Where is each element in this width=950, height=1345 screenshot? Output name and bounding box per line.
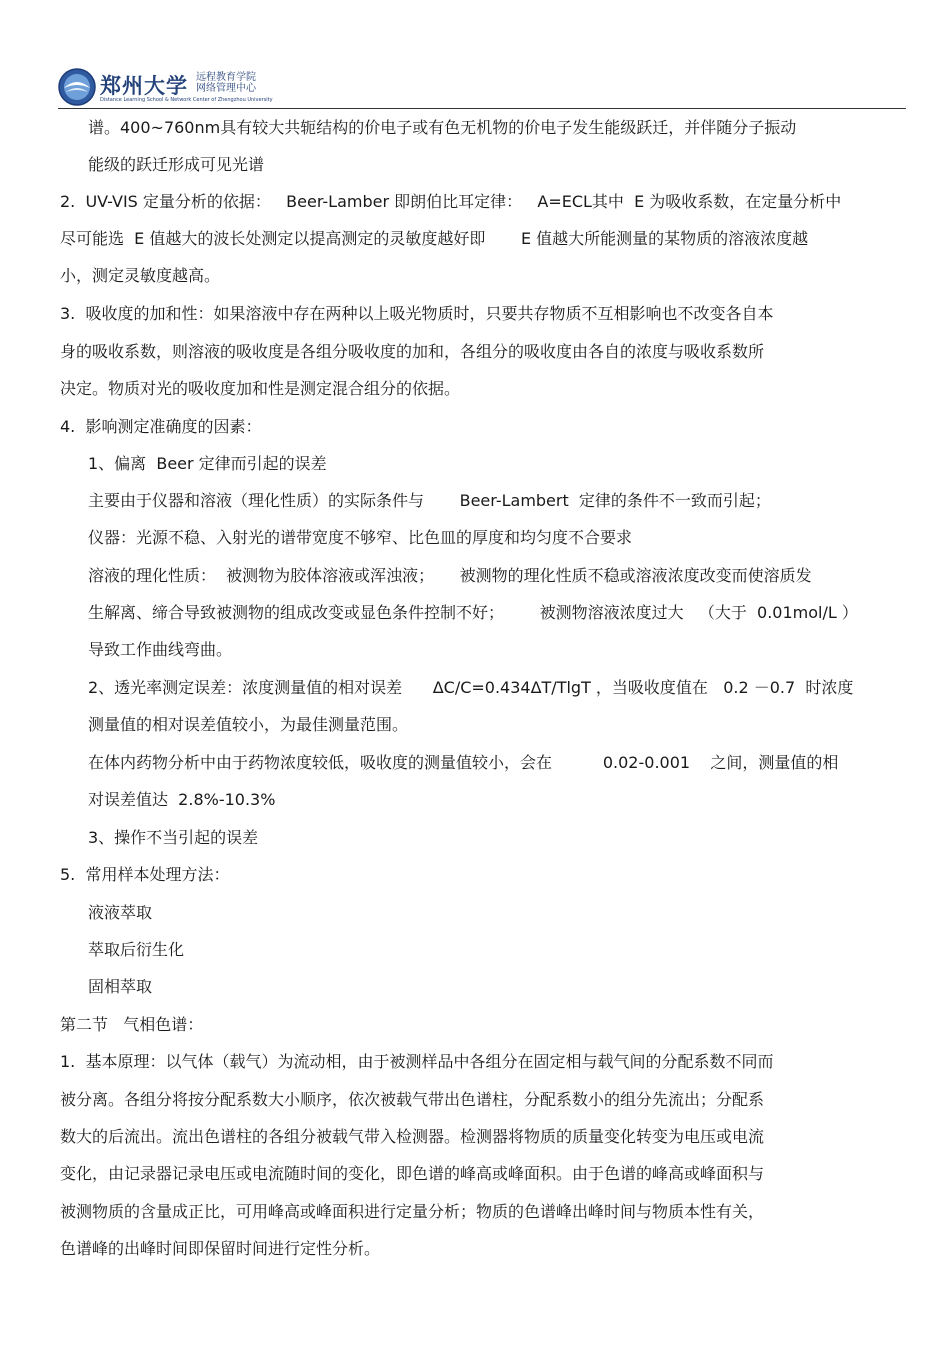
text-line: 2、透光率测定误差：浓度测量值的相对误差 ΔC/C=0.434ΔT/TlgT ，当吸收度值在 0.2 －0.7 时浓度 (88, 678, 854, 697)
text-line: 1、偏离 Beer 定律而引起的误差 (88, 454, 327, 473)
text-line: 对误差值达 2.8%-10.3% (88, 790, 276, 809)
text-line: 主要由于仪器和溶液（理化性质）的实际条件与 Beer-Lambert 定律的条件不一致而引起； (88, 491, 771, 510)
text-line: 3、操作不当引起的误差 (88, 828, 259, 847)
section-heading: 第二节 气相色谱： (60, 1015, 204, 1034)
text-line: 变化，由记录器记录电压或电流随时间的变化，即色谱的峰高或峰面积。由于色谱的峰高或峰面积与 (60, 1164, 765, 1183)
text-line: 2. UV-VIS 定量分析的依据： Beer-Lamber 即朗伯比耳定律： A=ECL其中 E 为吸收系数，在定量分析中 (60, 192, 842, 211)
text-line: 数大的后流出。流出色谱柱的各组分被载气带入检测器。检测器将物质的质量变化转变为电压或电流 (60, 1127, 765, 1146)
text-line: 导致工作曲线弯曲。 (88, 640, 233, 659)
department-line-2: 网络管理中心 (196, 83, 256, 94)
text-line: 测量值的相对误差值较小，为最佳测量范围。 (88, 715, 409, 734)
header-divider (58, 108, 906, 109)
text-line: 能级的跃迁形成可见光谱 (88, 155, 265, 174)
text-line: 固相萃取 (88, 977, 153, 996)
text-line: 1. 基本原理：以气体（载气）为流动相，由于被测样品中各组分在固定相与载气间的分配系数不同而 (60, 1052, 774, 1071)
text-line: 谱。400~760nm具有较大共轭结构的价电子或有色无机物的价电子发生能级跃迁，并伴随分子振动 (88, 118, 797, 137)
text-line: 决定。物质对光的吸收度加和性是测定混合组分的依据。 (60, 379, 461, 398)
text-line: 小，测定灵敏度越高。 (60, 266, 221, 285)
text-line: 3. 吸收度的加和性：如果溶液中存在两种以上吸光物质时，只要共存物质不互相影响也不改变各自本 (60, 304, 774, 323)
text-line: 萃取后衍生化 (88, 940, 185, 959)
text-line: 被分离。各组分将按分配系数大小顺序，依次被载气带出色谱柱，分配系数小的组分先流出；分配系 (60, 1090, 765, 1109)
text-line: 4. 影响测定准确度的因素： (60, 417, 262, 436)
department-line-1: 远程教育学院 (196, 72, 256, 83)
page-header (58, 64, 908, 110)
text-line: 仪器：光源不稳、入射光的谱带宽度不够窄、比色皿的厚度和均匀度不合要求 (88, 528, 633, 547)
text-line: 生解离、缔合导致被测物的组成改变或显色条件控制不好； 被测物溶液浓度过大 （大于 0.01mol/L ） (88, 603, 858, 622)
text-line: 身的吸收系数，则溶液的吸收度是各组分吸收度的加和，各组分的吸收度由各自的浓度与吸收系数所 (60, 342, 765, 361)
university-logo-text: 郑州大学 (100, 73, 188, 98)
text-line: 溶液的理化性质： 被测物为胶体溶液或浑浊液； 被测物的理化性质不稳或溶液浓度改变而使溶质发 (88, 566, 812, 585)
text-line: 液液萃取 (88, 903, 153, 922)
university-emblem-icon (58, 68, 96, 106)
text-line: 尽可能选 E 值越大的波长处测定以提高测定的灵敏度越好即 E 值越大所能测量的某物质的溶液浓度越 (60, 229, 809, 248)
text-line: 5. 常用样本处理方法： (60, 865, 230, 884)
text-line: 被测物质的含量成正比，可用峰高或峰面积进行定量分析；物质的色谱峰出峰时间与物质本性有关， (60, 1202, 765, 1221)
text-line: 在体内药物分析中由于药物浓度较低，吸收度的测量值较小，会在 0.02-0.001 之间，测量值的相 (88, 753, 839, 772)
text-line: 色谱峰的出峰时间即保留时间进行定性分析。 (60, 1239, 381, 1258)
department-name (196, 72, 256, 94)
university-english-name: Distance Learning School & Network Center of Zhengzhou University (100, 97, 273, 103)
